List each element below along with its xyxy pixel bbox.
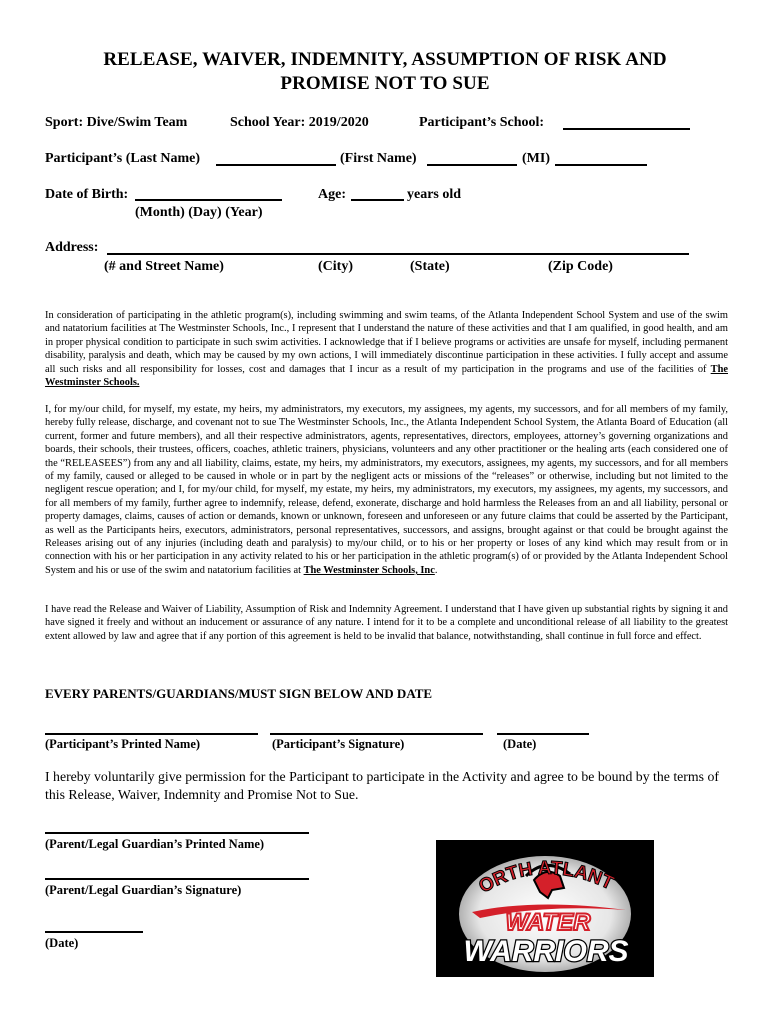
sport-label: Sport: Dive/Swim Team — [45, 115, 188, 130]
first-name-label: (First Name) — [340, 151, 417, 166]
acknowledgement-paragraph — [45, 603, 728, 643]
guardian-date-label: (Date) — [45, 936, 79, 950]
release-period: . — [434, 564, 438, 576]
participant-printed-name-label: (Participant’s Printed Name) — [45, 737, 201, 751]
guardian-printed-name-line[interactable] — [45, 832, 309, 834]
guardian-signature-line[interactable] — [45, 878, 309, 880]
water-warriors-logo — [436, 840, 654, 977]
address-city-hint: (City) — [318, 259, 353, 274]
address-label: Address: — [45, 240, 99, 255]
address-zip-hint: (Zip Code) — [548, 259, 613, 274]
permission-statement: I hereby voluntarily give permission for the Participant to participate in the Activity and agree to be bound by the terms of this Release, Waiver, Indemnity and Promise Not to Sue. — [45, 769, 719, 802]
last-name-field[interactable] — [216, 164, 336, 166]
signature-heading: EVERY PARENTS/GUARDIANS/MUST SIGN BELOW AND DATE — [45, 686, 433, 701]
dob-field[interactable] — [135, 199, 282, 201]
guardian-date-line[interactable] — [45, 931, 143, 933]
participant-signature-line[interactable] — [270, 733, 483, 735]
westminster-link-2: The Westminster Schools, Inc — [303, 564, 435, 576]
participant-school-label: Participant’s School: — [419, 115, 545, 130]
mi-label: (MI) — [522, 151, 550, 166]
participant-school-field[interactable] — [563, 128, 690, 130]
participant-printed-name-line[interactable] — [45, 733, 258, 735]
title-line-2: PROMISE NOT TO SUE — [280, 73, 490, 94]
guardian-signature-label: (Parent/Legal Guardian’s Signature) — [45, 883, 242, 897]
age-field[interactable] — [351, 199, 404, 201]
dob-label: Date of Birth: — [45, 187, 129, 202]
release-paragraph — [45, 403, 728, 577]
consideration-text: In consideration of participating in the athletic program(s), including swimming and swim teams, of the Atlanta Independent School System and use of the swim and natatorium facilities at The Westminster Schools, Inc., I represent that I understand the nature of these activities and that I am qualified, in good health, and am in proper physical condition to participate in such swim activities. I acknowledge that if I believe programs or activities are unsafe for myself, including permanent disability, paralysis and death, which may be caused by my own actions, I will immediately discontinue participation in these activities. I fully accept and assume all such risks and all responsibility for losses, cost and damages that I incur as a result of my participation in the programs and use of the facilities of — [45, 310, 728, 375]
logo-text-water: WATER — [505, 909, 591, 936]
years-old-label: years old — [407, 187, 462, 202]
participant-date-line[interactable] — [497, 733, 589, 735]
age-label: Age: — [318, 187, 346, 202]
release-text: I, for my/our child, for myself, my estate, my heirs, my administrators, my executors, my assignees, my agents, my successors, and for all members of my family, hereby fully release, discharge, and covenant not to sue The Westminster Schools, Inc., the Atlanta Independent School System, the Atlanta Board of Education (all current, former and future members), and all their respective administrators, agents, representatives, directors, employees, attorney’s governing organizations and boards, their schools, their trustees, officers, coaches, athletic trainers, physicians, volunteers and any other practitioner or the healing arts (each considered one of the “RELEASEES”) from any and all liability, claims, estate, my heirs, my administrators, my executors, assignees, my agents, my successors, and for all members of my family, caused or alleged to be caused in whole or in part by the negligent acts or missions of the “releases” or otherwise, including but not limited to the negligent rescue operation; and I, for my/our child, for myself, my estate, my heirs, my administrators, my executors, my assignees, my agents, my successors, and for all members of my family, further agree to indemnify, release, defend, exonerate, discharge and hold harmless the Releases from an and all liability, personal or property damages, claims, causes of action or demands, known or unknown, foreseen and unforeseen or any future claims that could be asserted by the Participant, as well as the Participants heirs, executors, administrators, personal representatives, successors, and assigns, brought against or that could be brought against the Releases arising out of any injuries (including death and paralysis) to my/our child, or to his or her property or loses of any kind which may result from or in connection with his or her participation in any activity related to his or her participation in the athletic program(s) of or provided by the Atlanta Independent School System and his or use of the swim and natatorium facilities at — [45, 404, 728, 576]
first-name-field[interactable] — [427, 164, 517, 166]
consideration-paragraph — [45, 309, 728, 389]
dob-hint: (Month) (Day) (Year) — [135, 205, 263, 220]
guardian-printed-name-label: (Parent/Legal Guardian’s Printed Name) — [45, 837, 265, 851]
logo-text-north-atlanta: ORTH ATLANT — [475, 857, 616, 898]
acknowledgement-text: I have read the Release and Waiver of Liability, Assumption of Risk and Indemnity Agreement. I understand that I have given up substantial rights by signing it and have signed it freely and without an inducement or assurance of any nature. I intend for it to be a complete and unconditional release of all liability to the greatest extent allowed by law and agree that if any portion of this agreement is held to be invalid that balance, notwithstanding, shall continue in full force and effect. — [45, 604, 728, 642]
address-street-hint: (# and Street Name) — [104, 259, 224, 274]
mi-field[interactable] — [555, 164, 647, 166]
address-field[interactable] — [107, 253, 689, 255]
address-state-hint: (State) — [410, 259, 450, 274]
westminster-link-1: The Westminster Schools. — [45, 363, 728, 389]
logo-graphic — [436, 840, 654, 977]
logo-text-warriors: WARRIORS — [463, 935, 629, 968]
participant-signature-label: (Participant’s Signature) — [272, 737, 405, 751]
last-name-label: Participant’s (Last Name) — [45, 151, 201, 166]
title-line-1: RELEASE, WAIVER, INDEMNITY, ASSUMPTION OF RISK AND — [103, 49, 667, 70]
document-title — [0, 48, 770, 96]
school-year-label: School Year: 2019/2020 — [230, 115, 369, 130]
participant-date-label: (Date) — [503, 737, 537, 751]
